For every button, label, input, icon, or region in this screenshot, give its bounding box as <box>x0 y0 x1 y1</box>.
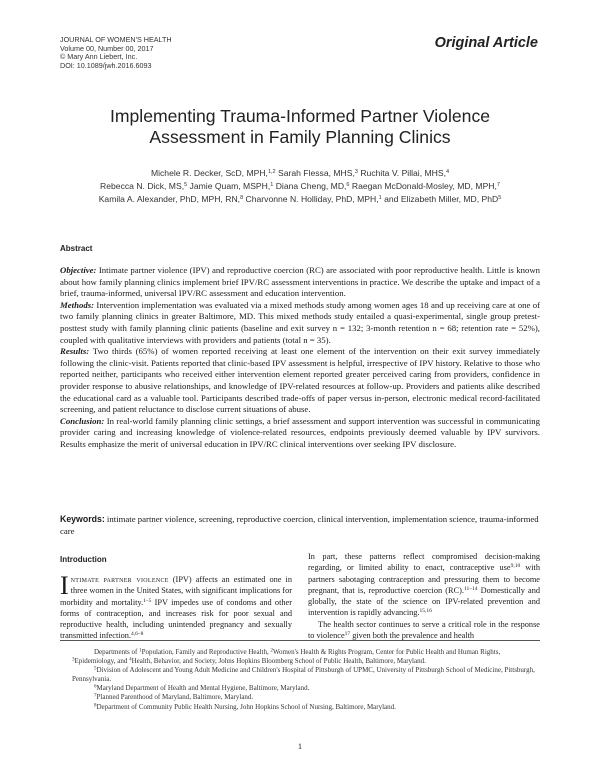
author-list: Michele R. Decker, ScD, MPH,$^{1,2}$ Sarah Flessa, MHS,$^3$ Ruchita V. Pillai, MHS,$^4$ Rebecca N. Dick, MS,$^5$ Jamie Quam, MSPH,$^1$ Diana Cheng, MD,$^6$ Raegan McDonald-Mosley, MD, MPH,$^7$ Kamila A. Alexander, PhD, MPH, RN,$^8$ Charvonne N. Holliday, PhD, MPH,$^1$ and Elizabeth Miller, MD, PhD$^5$ <box>98 168 502 205</box>
abstract-text: Intervention implementation was evaluated via a mixed methods study among women ages 18 and up receiving care at one of two family planning clinics in greater Baltimore, MD. This mixed methods study entailed a quasi-experimental, single group pretest-posttest study with family planning clinic patients (baseline and exit survey n = 132; 3-month retention n = 68; retention rate = 52%), coupled with qualitative interviews with providers and patients (total n = 35). <box>60 299 540 345</box>
author-name-text: Charvonne N. Holliday, PhD, MPH, <box>245 194 379 205</box>
affiliation-marker: 1 <box>378 195 382 202</box>
intro-paragraph-3 <box>308 619 540 642</box>
author-name-text: Ruchita V. Pillai, MHS, <box>360 168 446 178</box>
abstract-text: Two thirds (65%) of women reported receiving at least one element of the intervention on their exit survey immediately following the clinic-visit. Patients reported that clinic-based IPV assessment is helpful, irrespective of IPV history. Relative to those who reported neither, participants who received either intervention element reported greater perceived caring from providers, confidence in provider response to abusive relationships, and knowledge of IPV-related resources at follow-up. Providers and patients alike described the educational card as a valuable tool. Participants described trade-offs of paper versus in-person, electronic medical record-facilitated screening, and patient reluctance to disclose current situations of abuse. <box>60 346 540 415</box>
abstract-label: Results: <box>60 346 90 357</box>
affiliation-marker: 7 <box>94 693 97 699</box>
author-name-text: Raegan McDonald-Mosley, MD, MPH, <box>351 181 497 192</box>
intro-paragraph-2 <box>308 551 540 619</box>
affiliation-item <box>60 666 540 684</box>
abstract-conclusion <box>60 416 540 451</box>
body-text: (IPV) affects an estimated one in three women in the United States, with significant implications for morbidity and mortality. <box>60 575 292 607</box>
author-name-text: Rebecca N. Dick, MS, <box>100 181 185 192</box>
footnote-divider <box>60 640 540 641</box>
lead-in-smallcaps: ntimate partner violence <box>70 575 169 584</box>
abstract-results <box>60 346 540 416</box>
journal-doi[interactable]: DOI: 10.1089/jwh.2016.6093 <box>60 60 152 70</box>
affiliation-item <box>60 684 540 693</box>
affiliation-text: Population, Family and Reproductive Health, <box>141 648 271 656</box>
body-text: Domestically and globally, the state of the science on IPV-related prevention and intervention is rapidly advancing. <box>308 585 540 618</box>
keywords-label: Keywords: <box>60 514 105 524</box>
keywords <box>60 514 540 537</box>
abstract-heading: Abstract <box>60 244 93 253</box>
author-name-text: Kamila A. Alexander, PhD, MPH, RN, <box>98 194 241 205</box>
author-name <box>278 168 358 178</box>
author-name <box>190 181 274 191</box>
affiliation-text: Planned Parenthood of Maryland, Baltimore, Maryland. <box>96 693 254 702</box>
affiliation-text: Women's Health & Rights Program, Center for Public Health and Human Rights, <box>273 648 501 656</box>
affiliation-marker: 3 <box>72 657 75 663</box>
affiliation-marker: 5 <box>94 666 97 672</box>
affiliation-text: Maryland Department of Health and Mental Hygiene, Baltimore, Maryland. <box>96 684 310 693</box>
abstract-text: In real-world family planning clinic settings, a brief assessment and support intervention was successful in communicating provider caring and increasing knowledge of violence-related resources, endpoints previously deemed valuable by IPV survivors. Results emphasize the merit of universal education in IPV/RC clinical interventions over seeking IPV disclosure. <box>60 415 540 449</box>
affiliation-marker: 1 <box>139 648 142 654</box>
keywords-text: intimate partner violence, screening, reproductive coercion, clinical intervention, implementation science, trauma-informed care <box>60 514 539 536</box>
affiliation-marker: 7 <box>496 182 500 189</box>
author-name <box>246 194 382 204</box>
affiliation-marker: 4 <box>129 657 132 663</box>
body-text: The health sector continues to serve a critical role in the response to violence <box>308 619 540 641</box>
affiliation-marker: 6 <box>346 182 350 189</box>
citation[interactable]: 17 <box>344 631 351 638</box>
body-text: IPV impedes use of condoms and other forms of contraception, and increases risk for poor sexual and reproductive health, including unintended pregnancy and sexually transmitted infection. <box>60 597 292 641</box>
body-text: In part, these patterns reflect compromised decision-making regarding, or limited ability to enact, contraceptive use <box>308 552 540 573</box>
abstract-text: Intimate partner violence (IPV) and reproductive coercion (RC) are associated with poor reproductive health. Little is known about how family planning clinics implement brief IPV/RC assessment interventions in practice. We describe the uptake and impact of a brief, trauma-informed, universal IPV/RC assessment and education intervention. <box>60 265 541 299</box>
author-name-text: Diana Cheng, MD, <box>275 181 347 192</box>
body-text: given both the prevalence and health <box>350 631 475 641</box>
affiliation-marker: 5 <box>498 195 502 202</box>
author-name-text: Elizabeth Miller, MD, PhD <box>400 194 499 205</box>
affiliation-marker: 5 <box>184 182 188 189</box>
journal-volume: Volume 00, Number 00, 2017 <box>60 43 154 53</box>
affiliation-marker: 8 <box>94 703 97 709</box>
author-name-text: Michele R. Decker, ScD, MPH, <box>150 168 268 178</box>
author-name <box>276 181 350 191</box>
abstract-objective <box>60 265 540 300</box>
body-column-left <box>60 571 292 642</box>
affiliation-text: Departments of <box>94 648 140 656</box>
citation[interactable]: 11–14 <box>463 585 478 592</box>
affiliation-text: Department of Community Public Health Nursing, John Hopkins School of Nursing, Baltimore, Maryland. <box>96 702 396 711</box>
affiliation-text: Division of Adolescent and Young Adult Medicine and Children's Hospital of Pittsburgh of UPMC, University of Pittsburgh School of Medicine, Pittsburgh, Pennsylvania. <box>72 666 535 684</box>
affiliation-marker: 2 <box>270 648 274 654</box>
drop-cap: I <box>60 571 69 600</box>
intro-paragraph-1 <box>60 571 292 642</box>
abstract-body <box>60 265 540 451</box>
journal-name: JOURNAL OF WOMEN'S HEALTH <box>60 35 172 44</box>
affiliation-text: Epidemiology, and <box>74 657 130 666</box>
article-type-label: Original Article <box>434 35 538 51</box>
journal-copyright: © Mary Ann Liebert, Inc. <box>60 52 138 62</box>
affiliation-marker: 6 <box>94 684 97 690</box>
page-number: 1 <box>297 741 303 751</box>
affiliation-marker: 8 <box>240 195 244 202</box>
affiliation-marker: 4 <box>445 169 450 175</box>
citation[interactable]: 9,10 <box>510 563 521 570</box>
abstract-methods <box>60 300 540 346</box>
affiliation-marker: 1,2 <box>267 169 276 175</box>
affiliation-marker: 3 <box>354 169 358 175</box>
citation[interactable]: 15,16 <box>419 608 432 615</box>
affiliations <box>60 648 540 712</box>
author-name-text: Jamie Quam, MSPH, <box>189 181 271 192</box>
author-name <box>151 168 276 178</box>
abstract-label: Objective: <box>60 265 97 275</box>
title-line-2: Assessment in Family Planning Clinics <box>149 127 451 147</box>
author-name <box>401 194 502 204</box>
affiliation-item <box>60 648 540 666</box>
article-title <box>60 106 540 148</box>
journal-header <box>60 36 172 70</box>
body-column-right <box>308 551 540 641</box>
citation[interactable]: 1–5 <box>143 597 152 604</box>
author-name <box>100 181 187 191</box>
title-line-1: Implementing Trauma-Informed Partner Violence <box>109 106 491 126</box>
abstract-label: Methods: <box>60 299 95 310</box>
author-name <box>99 194 243 204</box>
author-name <box>360 168 449 178</box>
affiliation-marker: 1 <box>270 182 274 189</box>
affiliation-item <box>60 703 540 712</box>
abstract-label: Conclusion: <box>60 415 105 426</box>
affiliation-text: Health, Behavior, and Society, Johns Hopkins Bloomberg School of Public Health, Baltimore, Maryland. <box>131 657 426 666</box>
affiliation-item <box>60 693 540 702</box>
introduction-heading: Introduction <box>60 555 107 564</box>
citation[interactable]: 4,6–8 <box>130 631 144 638</box>
author-name-text: Sarah Flessa, MHS, <box>277 168 355 178</box>
author-name <box>352 181 500 191</box>
body-text: with partners sabotaging contraception and pressuring them to become pregnant, that is, reproductive coercion (RC). <box>308 563 540 595</box>
